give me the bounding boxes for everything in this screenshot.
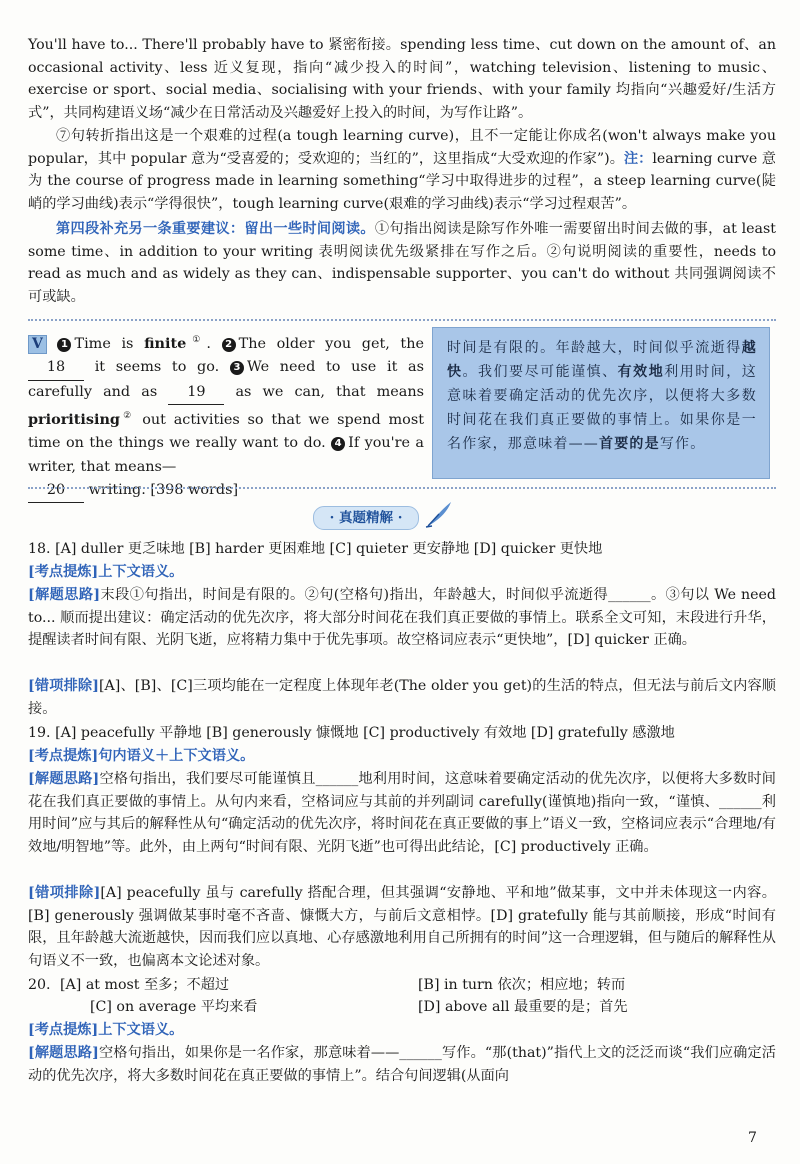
sentence-4: If you're a writer, that means— <box>28 435 425 475</box>
translation-part: 。我们要尽可能谨慎、 <box>462 364 618 380</box>
blank-19: 19 <box>168 381 224 405</box>
q18-key-point <box>28 561 776 584</box>
reasoning-text: 空格句指出，我们要尽可能谨慎且______地利用时间，这意味着要确定活动的优先次序，以便将大多数时间花在我们真正要做的事情上。从句内来看，空格词应与其前的并列副词 carefully(谨慎地)指向一致，“谨慎、______利用时间”应与其后的解释性从句“确定活动的优先次序，将时间花在真正要做的事上”语义一致，空格词应表示“合理地/有效地/明智地”等。此外，由上两句“时间有限、光阴飞逝”也可得出此结论，[C] productively 正确。 <box>28 771 776 855</box>
paragraph-marker: V <box>28 335 47 354</box>
translation-answer-19: 有效地 <box>617 364 665 380</box>
paragraph-fourth-section <box>28 218 776 308</box>
section-heading: 第四段补充另一条重要建议：留出一些时间阅读。 <box>56 221 375 237</box>
question-20-number: 20. <box>28 977 51 993</box>
q18-reasoning <box>28 584 776 652</box>
note-label: 注： <box>623 150 653 167</box>
q20-key-point <box>28 1019 776 1042</box>
translation-answer-18: 越快 <box>447 340 757 380</box>
q19-key-point <box>28 745 776 768</box>
blank-20: 20 <box>28 479 84 503</box>
key-point-text: 上下文语义。 <box>98 1022 184 1038</box>
reasoning-text: 末段①句指出，时间是有限的。②句(空格句)指出，年龄越大，时间似乎流逝得______。③句以 We need to... 顺而提出建议：确定活动的优先次序，将大部分时间花在我们真正要做的事情上。联系全文可知，末段进行升华，提醒读者时间有限、光阴飞逝，应将精力集中于优先事项。故空格词应表示“更快地”，[D] quicker 正确。 <box>28 587 776 649</box>
sentence-3-mid: as we can, that means <box>235 383 425 400</box>
divider-bottom <box>28 487 776 489</box>
sentence-number: 4 <box>331 437 345 451</box>
sentence-number: 1 <box>57 338 71 352</box>
page-number: 7 <box>748 1130 757 1146</box>
q19-elimination <box>28 882 776 972</box>
elimination-text: [A] peacefully 虽与 carefully 搭配合理，但其强调“安静地、平和地”做某事，文中并未体现这一内容。[B] generously 强调做某事时毫不吝啬、慷慨大方，与前后文意相悖。[D] gratefully 能与其前顺接，形成“时间有限，且年龄越大流逝越快，因而我们应以真地、心存感激地利用自己所拥有的时间”这一合理逻辑，但与随后的解释性从句语义不一致，也偏离本文论述对象。 <box>28 885 776 969</box>
paragraph-fourth-text: ①句指出阅读是除写作外唯一需要留出时间去做的事，at least some time、in addition to your writing 表明阅读优先级紧排在写作之后。②句说明阅读的重要性，needs to read as much and as widely as they can、indispensable supporter、you can't do without 共同强调阅读不可或缺。 <box>28 221 776 305</box>
translation-text <box>447 336 757 456</box>
elimination-text: [A]、[B]、[C]三项均能在一定程度上体现年老(The older you get)的生活的特点，但无法与前后文内容顺接。 <box>28 678 776 717</box>
tag-reasoning: [解题思路] <box>28 771 100 787</box>
tag-key-point: [考点提炼] <box>28 748 99 764</box>
q18-elimination <box>28 675 776 720</box>
key-point-text: 句内语义＋上下文语义。 <box>98 748 255 764</box>
divider-top <box>28 319 776 321</box>
tag-reasoning: [解题思路] <box>28 587 101 603</box>
tag-elimination: [错项排除] <box>28 678 99 694</box>
footnote-mark: ② <box>119 411 135 422</box>
quill-pen-icon <box>424 499 454 529</box>
sentence-4-end: writing. [398 words] <box>88 482 239 499</box>
sentence-1-end: . <box>206 335 211 352</box>
q19-reasoning <box>28 768 776 858</box>
sentence-number: 2 <box>222 338 236 352</box>
reasoning-text: 空格句指出，如果你是一名作家，那意味着——______写作。“那(that)”指代上文的泛泛而谈“我们应确定活动的优先次序，将大多数时间花在真正要做的事情上”。结合句间逻辑(从面向 <box>28 1045 776 1084</box>
keyword-prioritising: prioritising <box>28 410 120 428</box>
sentence-2-end: it seems to go. <box>94 359 220 376</box>
footnote-mark: ① <box>186 335 207 345</box>
q20-option-d: [D] above all 最重要的是；首先 <box>418 999 628 1015</box>
blank-18: 18 <box>28 356 84 380</box>
translation-answer-20: 首要的是 <box>599 436 660 452</box>
tag-key-point: [考点提炼] <box>28 1022 99 1038</box>
translation-part: 时间是有限的。年龄越大，时间似乎流逝得 <box>447 340 742 356</box>
q20-option-a: [A] at most 至多；不超过 <box>60 977 230 993</box>
sentence-1: Time is <box>74 335 145 352</box>
sentence-number: 3 <box>230 361 244 375</box>
note-text: learning curve 意为 the course of progress made in learning something“学习中取得进步的过程”，a steep learning curve(陡峭的学习曲线)表示“学得很快”，tough learning curve(艰难的学习曲线)表示“学习过程艰苦”。 <box>28 150 776 212</box>
sentence-3-end: out activities so that we spend most time on the things we really want to do. <box>28 411 424 452</box>
passage-excerpt <box>28 329 424 503</box>
keyword-finite: finite <box>144 334 187 352</box>
sentence-3: We need to use it as carefully and as <box>28 359 425 400</box>
section-title-banner: · 真题精解 · <box>313 506 419 530</box>
paragraph-semantic-field: You'll have to... There'll probably have to 紧密衔接。spending less time、cut down on the amount of、an occasional activity、less 近义复现，指向“减少投入的时间”，watching television、listening to music、exercise or sport、social media、socialising with your friends、with your family 均指向“兴趣爱好/生活方式”，共同构建语义场“减少在日常活动及兴趣爱好上投入的时间，为写作让路”。 <box>28 37 776 121</box>
translation-part: 写作。 <box>659 436 706 452</box>
tag-elimination: [错项排除] <box>28 885 101 901</box>
q20-option-c: [C] on average 平均来看 <box>90 999 258 1015</box>
paragraph-sentence-7 <box>28 125 776 215</box>
tag-key-point: [考点提炼] <box>28 564 99 580</box>
translation-box <box>432 327 770 479</box>
q20-option-b: [B] in turn 依次；相应地；转而 <box>418 977 626 993</box>
translation-part: 利用时间，这意味着要确定活动的优先次序，以便将大多数时间花在我们真正要做的事情上。如果你是一名作家，那意味着—— <box>447 364 757 452</box>
paragraph-sentence-7-text: ⑦句转折指出这是一个艰难的过程(a tough learning curve)，且不一定能让你成名(won't always make you popular，其中 popular 意为“受喜爱的；受欢迎的；当红的”，这里指成“大受欢迎的作家”)。 <box>28 128 776 167</box>
tag-reasoning: [解题思路] <box>28 1045 99 1061</box>
q20-reasoning <box>28 1042 776 1087</box>
question-18-options: 18. [A] duller 更乏味地 [B] harder 更困难地 [C] quieter 更安静地 [D] quicker 更快地 <box>28 541 603 557</box>
sentence-2: The older you get, the <box>238 335 424 352</box>
question-19-options: 19. [A] peacefully 平静地 [B] generously 慷慨地 [C] productively 有效地 [D] gratefully 感激地 <box>28 725 675 741</box>
key-point-text: 上下文语义。 <box>98 564 184 580</box>
